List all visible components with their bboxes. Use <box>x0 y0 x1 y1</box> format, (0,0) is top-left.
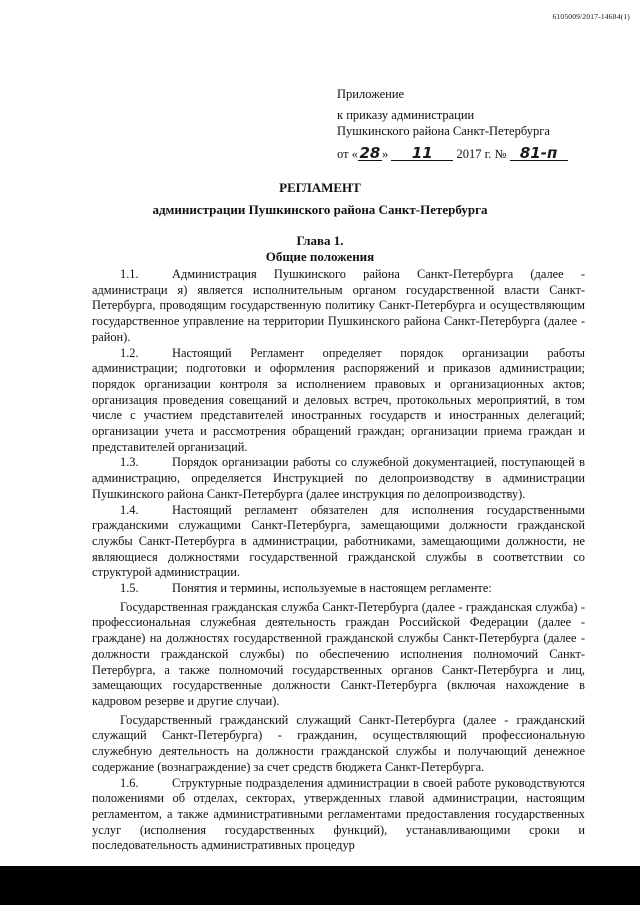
paragraph <box>92 776 585 855</box>
paragraph-text: Понятия и термины, используемые в настоящем регламенте: <box>172 581 492 596</box>
paragraph-text: Настоящий регламент обязателен для исполнения государственными гражданскими служащими Санкт-Петербурга, замещающими должности гражданской службы Санкт-Петербурга в администрации, работниками, замещающими должности, не являющиеся должностями государственной гражданской службы в соответствии со структурой администрации. <box>92 502 585 580</box>
paragraph-text: Порядок организации работы со служебной документацией, поступающей в администрацию, определяется Инструкцией по делопроизводству в администрации Пушкинского района Санкт-Петербурга (далее инструкция по делопроизводству). <box>92 455 585 501</box>
paragraph-number: 1.3. <box>120 455 139 470</box>
paragraph-text: Структурные подразделения администрации в своей работе руководствуются положениями об отделах, секторах, утвержденных главой администрации, настоящим регламентом, а также административными регламентами предоставления государственных услуг (исполнения государственных функций), устанавливающими сроки и последовательность административных процедур <box>92 775 585 853</box>
date-day: 28 <box>359 144 381 162</box>
date-year: 2017 г. № <box>456 147 507 161</box>
paragraph-text: Настоящий Регламент определяет порядок организации работы администрации; подготовки и оформления распоряжений и приказов администрации; порядок организации контроля за исполнением правовых и организационных актов; организация проведения совещаний и деловых встреч, протокольных мероприятий, в том числе с участием представителей иностранных государств и иностранных делегаций; организации учета и рассмотрения обращений граждан; организации приема граждан и представителей организаций. <box>92 345 585 454</box>
paragraph <box>92 581 585 597</box>
order-date-line <box>337 146 617 162</box>
chapter-name: Общие положения <box>265 249 375 264</box>
document-subtitle: администрации Пушкинского района Санкт-Петербурга <box>152 202 488 217</box>
appendix-order-ref: к приказу администрации <box>337 108 475 122</box>
paragraph-number: 1.1. <box>120 267 139 281</box>
paragraph <box>92 267 585 346</box>
paragraph-text: Государственный гражданский служащий Санкт-Петербурга (далее - гражданский служащий Санкт-Петербурга) - гражданин, осуществляющий профессиональную служебную деятельность на должности гражданской службы и получающий денежное содержание (вознаграждение) за счет средств бюджета Санкт-Петербурга. <box>92 712 585 774</box>
appendix-label: Приложение <box>337 87 405 101</box>
appendix-district: Пушкинского района Санкт-Петербурга <box>337 124 550 138</box>
appendix-block <box>337 86 617 162</box>
paragraph-number: 1.2. <box>120 345 139 360</box>
date-month: 11 <box>391 146 453 161</box>
paragraph <box>92 600 585 710</box>
paragraph-text: Государственная гражданская служба Санкт-Петербурга (далее - гражданская служба) - профессиональная служебная деятельность граждан Российской Федерации (далее - граждане) на должностях государственной гражданской службы Санкт-Петербурга (далее - должности гражданской службы) по обеспечению исполнения полномочий Санкт-Петербурга, а также полномочий государственных органов Санкт-Петербурга и лиц, замещающих государственные должности Санкт-Петербурга (включая нахождение в кадровом резерве и другие случаи). <box>92 599 585 708</box>
date-prefix: от « <box>337 147 358 161</box>
date-sep: » <box>381 147 389 161</box>
paragraph <box>92 503 585 582</box>
scan-border <box>0 866 640 905</box>
paragraph-number: 1.5. <box>120 581 139 596</box>
paragraph <box>92 713 585 776</box>
chapter-number: Глава 1. <box>296 233 344 248</box>
document-title: РЕГЛАМЕНТ <box>279 180 361 195</box>
document-id: 6105009/2017-14684(1) <box>552 12 630 21</box>
order-number: 81-п <box>510 146 568 161</box>
paragraph-number: 1.4. <box>120 502 139 517</box>
paragraph <box>92 455 585 502</box>
body-text <box>92 267 585 854</box>
paragraph-text: Администрация Пушкинского района Санкт-Петербурга (далее - администраци я) является исполнительным органом государственной власти Санкт-Петербурга, проводящим государственную политику Санкт-Петербурга и осуществляющим государственное управление на территории Пушкинского района Санкт-Петербурга (далее - район). <box>92 267 585 344</box>
paragraph <box>92 346 585 456</box>
paragraph-number: 1.6. <box>120 775 139 790</box>
